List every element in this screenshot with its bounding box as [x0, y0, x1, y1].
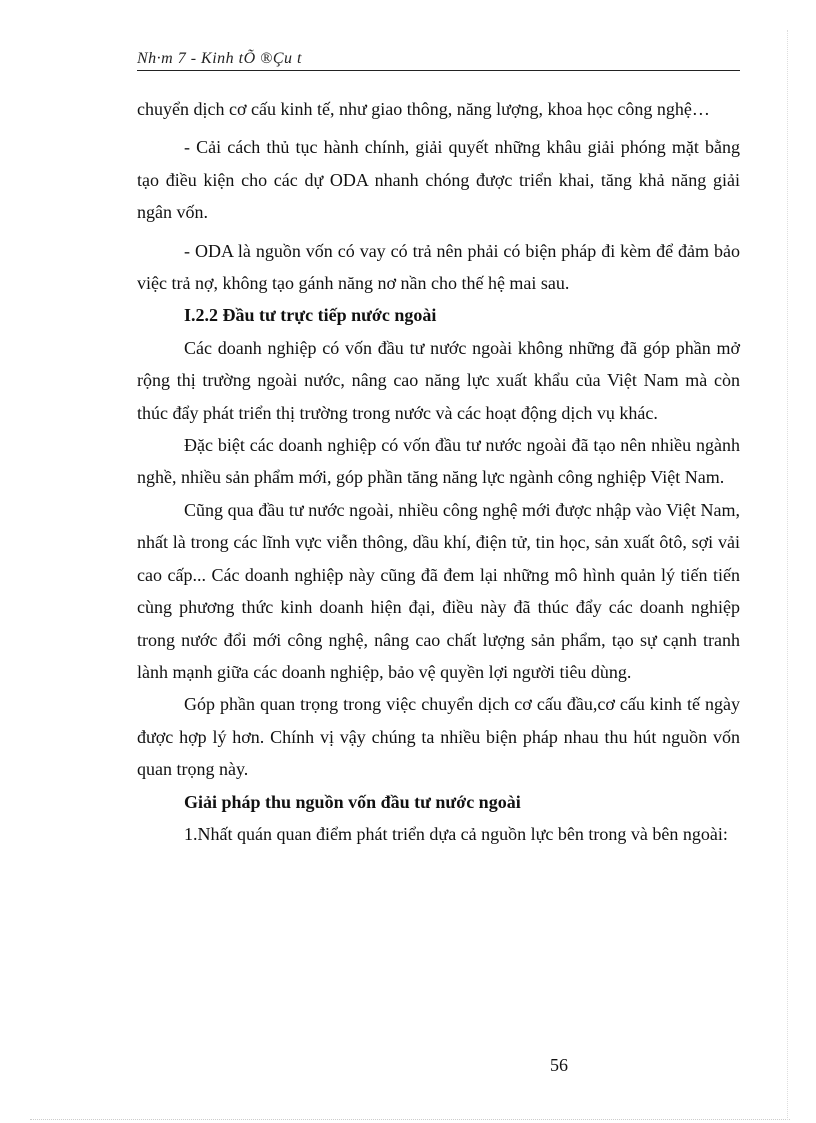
paragraph: Cũng qua đầu tư nước ngoài, nhiều công nghệ mới được nhập vào Việt Nam, nhất là trong các lĩnh vực viễn thông, dầu khí, điện tử, tin học, sản xuất ôtô, sợi vải cao cấp... Các doanh nghiệp này cũng đã đem lại những mô hình quản lý tiến tiến cùng phương thức kinh doanh hiện đại, điều này đã thúc đẩy các doanh nghiệp trong nước đổi mới công nghệ, nâng cao chất lượng sản phẩm, tạo sự cạnh tranh lành mạnh giữa các doanh nghiệp, bảo vệ quyền lợi người tiêu dùng.: [137, 499, 740, 682]
header-title: Nh·m 7 - Kinh tÕ ®Çu t: [137, 50, 302, 67]
document-body: [137, 93, 740, 850]
paragraph: Đặc biệt các doanh nghiệp có vốn đầu tư nước ngoài đã tạo nên nhiều ngành nghề, nhiều sản phẩm mới, góp phần tăng năng lực ngành công nghiệp Việt Nam.: [137, 435, 740, 488]
paragraph: chuyển dịch cơ cấu kinh tế, như giao thông, năng lượng, khoa học công nghệ…: [137, 99, 710, 119]
paragraph: Góp phần quan trọng trong việc chuyển dịch cơ cấu đầu,cơ cấu kinh tế ngày được hợp lý hơn. Chính vị vậy chúng ta nhiều biện pháp nhau thu hút nguồn vốn quan trọng này.: [137, 694, 740, 780]
page-bottom-border: [30, 1119, 790, 1120]
section-heading: I.2.2 Đầu tư trực tiếp nước ngoài: [184, 305, 437, 326]
section-heading: Giải pháp thu nguồn vốn đầu tư nước ngoài: [184, 791, 521, 812]
paragraph: - ODA là nguồn vốn có vay có trả nên phải có biện pháp đi kèm để đảm bảo việc trả nợ, không tạo gánh năng nơ nần cho thế hệ mai sau.: [137, 240, 740, 294]
page-number: 56: [550, 1055, 568, 1075]
paragraph: Các doanh nghiệp có vốn đầu tư nước ngoài không những đã góp phần mở rộng thị trường ngoài nước, nâng cao năng lực xuất khẩu của Việt Nam mà còn thúc đẩy phát triển thị trường trong nước và các hoạt động dịch vụ khác.: [137, 337, 740, 423]
page-header: [137, 50, 740, 72]
header-divider: [137, 70, 740, 71]
paragraph: - Cải cách thủ tục hành chính, giải quyết những khâu giải phóng mặt bằng tạo điều kiện cho các dự ODA nhanh chóng được triển khai, tăng khả năng giải ngân vốn.: [137, 137, 740, 223]
page-side-border: [787, 30, 788, 1120]
paragraph: 1.Nhất quán quan điểm phát triển dựa cả nguồn lực bên trong và bên ngoài:: [184, 823, 728, 844]
